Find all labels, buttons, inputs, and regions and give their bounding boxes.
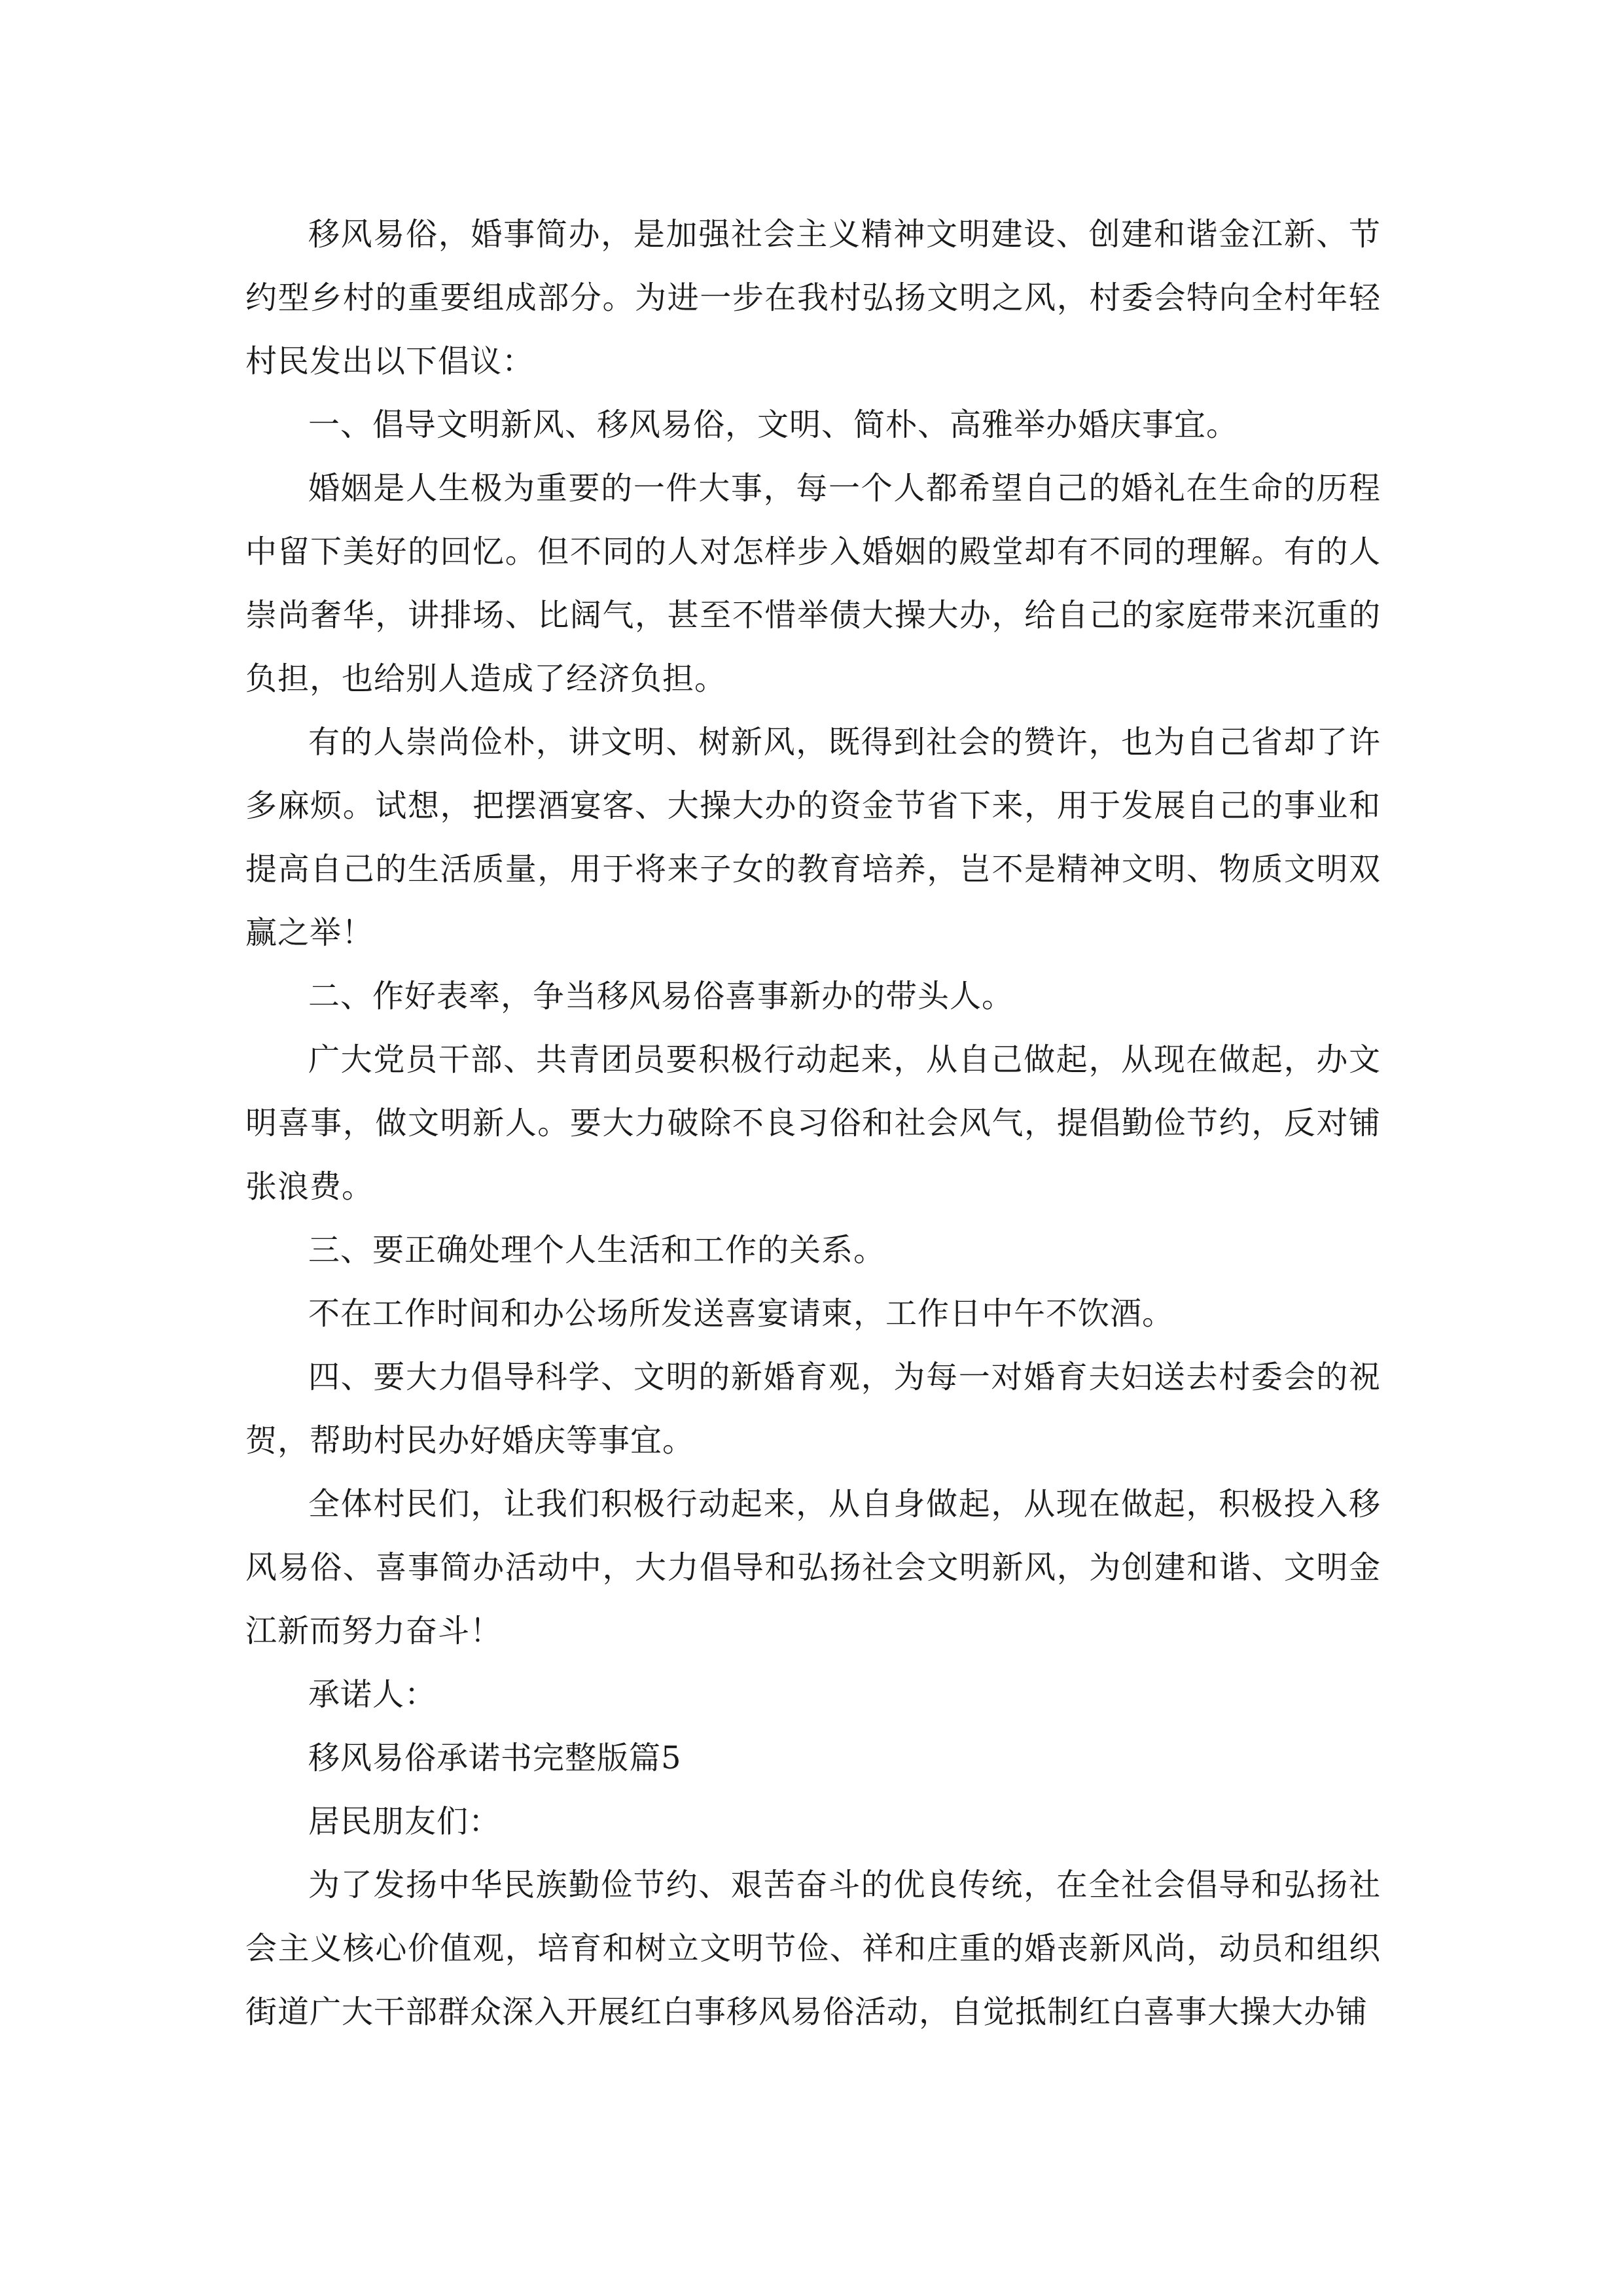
section-heading-4: 四、要大力倡导科学、文明的新婚育观，为每一对婚育夫妇送去村委会的祝贺，帮助村民办好婚庆等事宜。 [245, 1359, 1381, 1459]
intro-paragraph: 移风易俗，婚事简办，是加强社会主义精神文明建设、创建和谐金江新、节约型乡村的重要组成部分。为进一步在我村弘扬文明之风，村委会特向全村年轻村民发出以下倡议： [245, 216, 1381, 380]
article-title: 移风易俗承诺书完整版篇5 [308, 1740, 682, 1776]
section-heading-1: 一、倡导文明新风、移风易俗，文明、简朴、高雅举办婚庆事宜。 [308, 406, 1239, 443]
closing-paragraph: 全体村民们，让我们积极行动起来，从自身做起，从现在做起，积极投入移风易俗、喜事简办活动中，大力倡导和弘扬社会文明新风，为创建和谐、文明金江新而努力奋斗！ [245, 1486, 1381, 1649]
section-heading-2: 二、作好表率，争当移风易俗喜事新办的带头人。 [308, 978, 1014, 1014]
document-body [245, 203, 1381, 2044]
body-paragraph: 婚姻是人生极为重要的一件大事，每一个人都希望自己的婚礼在生命的历程中留下美好的回忆。但不同的人对怎样步入婚姻的殿堂却有不同的理解。有的人崇尚奢华，讲排场、比阔气，甚至不惜举债大操大办，给自己的家庭带来沉重的负担，也给别人造成了经济负担。 [245, 470, 1381, 697]
section-heading-3: 三、要正确处理个人生活和工作的关系。 [308, 1232, 886, 1268]
salutation: 居民朋友们： [308, 1803, 501, 1840]
body-paragraph: 为了发扬中华民族勤俭节约、艰苦奋斗的优良传统，在全社会倡导和弘扬社会主义核心价值观，培育和树立文明节俭、祥和庄重的婚丧新风尚，动员和组织街道广大干部群众深入开展红白事移风易俗活动，自觉抵制红白喜事大操大办铺 [245, 1867, 1381, 2030]
body-paragraph: 不在工作时间和办公场所发送喜宴请柬，工作日中午不饮酒。 [308, 1295, 1175, 1332]
body-paragraph: 有的人崇尚俭朴，讲文明、树新风，既得到社会的赞许，也为自己省却了许多麻烦。试想，把摆酒宴客、大操大办的资金节省下来，用于发展自己的事业和提高自己的生活质量，用于将来子女的教育培养，岂不是精神文明、物质文明双赢之举！ [245, 724, 1381, 951]
signatory-label: 承诺人： [308, 1676, 437, 1713]
body-paragraph: 广大党员干部、共青团员要积极行动起来，从自己做起，从现在做起，办文明喜事，做文明新人。要大力破除不良习俗和社会风气，提倡勤俭节约，反对铺张浪费。 [245, 1041, 1381, 1205]
